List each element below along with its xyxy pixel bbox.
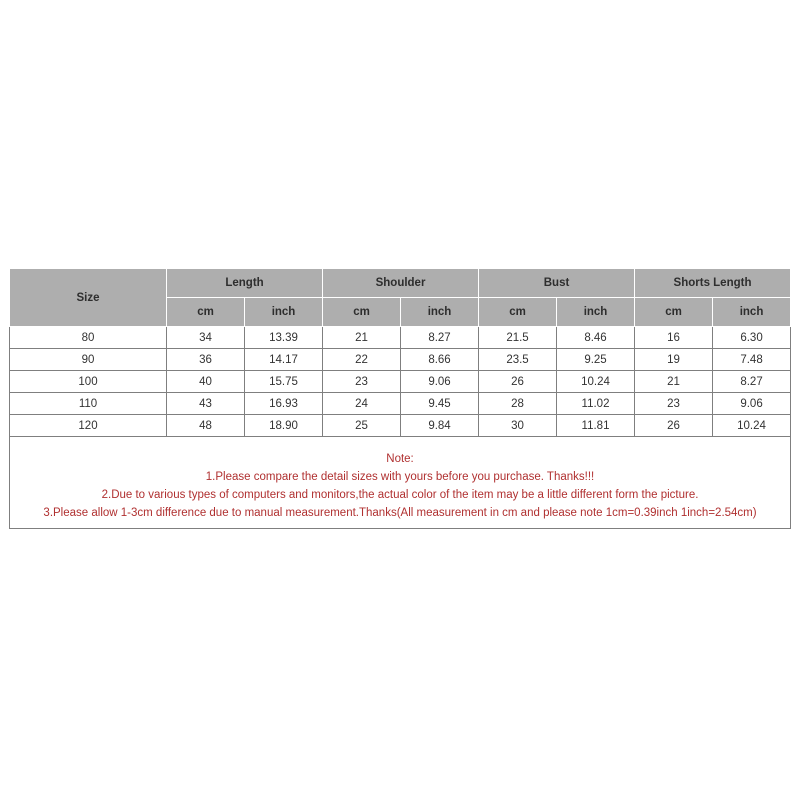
table-cell: 13.39 [245,327,323,349]
table-cell: 34 [167,327,245,349]
table-cell: 23 [323,371,401,393]
size-table [9,268,791,529]
table-cell: 22 [323,349,401,371]
note-line-2: 2.Due to various types of computers and monitors,the actual color of the item may be a little different form the picture. [101,489,699,501]
table-cell: 8.66 [401,349,479,371]
table-cell: 9.06 [401,371,479,393]
note-cell [10,437,791,529]
table-cell: 14.17 [245,349,323,371]
note-row [10,437,791,529]
table-cell: 11.81 [557,415,635,437]
header-row-groups [10,269,791,298]
table-cell: 16.93 [245,393,323,415]
unit-header: cm [635,298,713,327]
size-cell: 100 [10,371,167,393]
table-cell: 30 [479,415,557,437]
table-cell: 43 [167,393,245,415]
note-line-1: 1.Please compare the detail sizes with yours before you purchase. Thanks!!! [205,471,595,483]
table-cell: 10.24 [713,415,791,437]
table-row [10,393,791,415]
unit-header: inch [557,298,635,327]
unit-header: cm [323,298,401,327]
table-row [10,349,791,371]
table-cell: 21 [635,371,713,393]
table-cell: 21.5 [479,327,557,349]
table-cell: 6.30 [713,327,791,349]
note-line-3: 3.Please allow 1-3cm difference due to manual measurement.Thanks(All measurement in cm and please note 1cm=0.39inch 1inch=2.54cm) [43,507,757,519]
length-group-header: Length [167,269,323,298]
table-cell: 25 [323,415,401,437]
note-title: Note: [386,453,414,465]
table-cell: 36 [167,349,245,371]
table-cell: 24 [323,393,401,415]
table-cell: 48 [167,415,245,437]
table-row [10,415,791,437]
table-cell: 8.46 [557,327,635,349]
table-cell: 8.27 [401,327,479,349]
unit-header: cm [167,298,245,327]
size-cell: 90 [10,349,167,371]
shorts-length-group-header: Shorts Length [635,269,791,298]
table-cell: 10.24 [557,371,635,393]
table-row [10,371,791,393]
shoulder-group-header: Shoulder [323,269,479,298]
unit-header: inch [245,298,323,327]
unit-header: inch [401,298,479,327]
table-cell: 16 [635,327,713,349]
table-row [10,327,791,349]
table-cell: 26 [479,371,557,393]
table-cell: 9.06 [713,393,791,415]
table-cell: 11.02 [557,393,635,415]
table-cell: 18.90 [245,415,323,437]
table-cell: 26 [635,415,713,437]
table-cell: 21 [323,327,401,349]
size-cell: 110 [10,393,167,415]
table-cell: 23.5 [479,349,557,371]
table-cell: 9.45 [401,393,479,415]
size-cell: 80 [10,327,167,349]
table-cell: 9.25 [557,349,635,371]
table-cell: 23 [635,393,713,415]
table-cell: 9.84 [401,415,479,437]
size-chart [9,268,791,529]
bust-group-header: Bust [479,269,635,298]
unit-header: inch [713,298,791,327]
table-cell: 28 [479,393,557,415]
unit-header: cm [479,298,557,327]
table-cell: 7.48 [713,349,791,371]
size-rows [10,327,791,437]
table-cell: 8.27 [713,371,791,393]
size-column-header: Size [10,269,167,327]
table-cell: 40 [167,371,245,393]
table-cell: 19 [635,349,713,371]
size-cell: 120 [10,415,167,437]
table-cell: 15.75 [245,371,323,393]
